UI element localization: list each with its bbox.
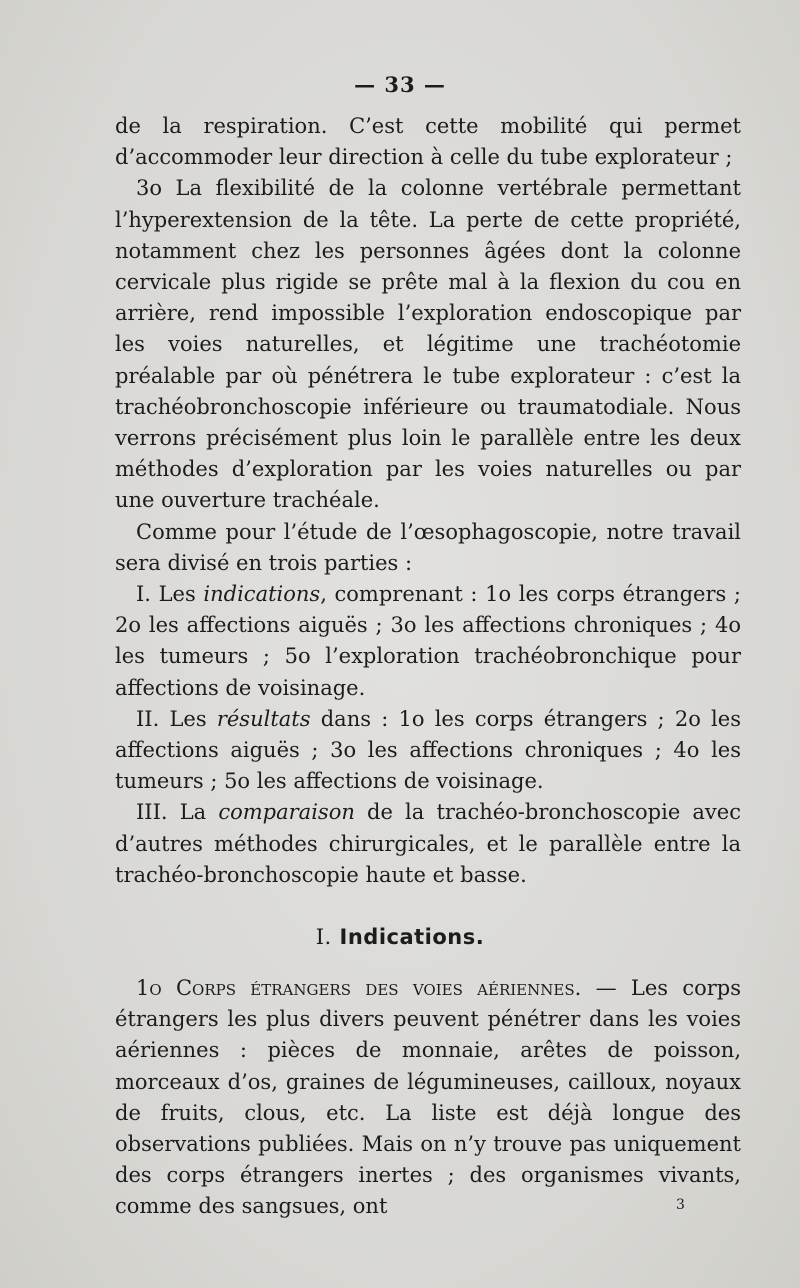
part-two-text: dans : 1o les corps étrangers ; 2o les affections aiguës ; 3o les affections chroniques ; 4o les tumeurs ; 5o les affections de voisinage. bbox=[115, 706, 741, 794]
part-three-lead: III. La bbox=[136, 800, 219, 825]
part-two-keyword: résultats bbox=[216, 706, 311, 731]
section-heading-number: I. bbox=[315, 925, 332, 949]
part-one-paragraph bbox=[115, 579, 741, 704]
section-heading bbox=[0, 925, 800, 949]
foreign-bodies-lead: 1o Corps étrangers des voies aériennes. bbox=[136, 976, 582, 1000]
page-number: — 33 — bbox=[354, 72, 446, 97]
part-two-lead: II. Les bbox=[136, 706, 217, 731]
paragraph-division: Comme pour l’étude de l’œsophagoscopie, notre travail sera divisé en trois parties : bbox=[115, 519, 741, 575]
part-three-text: de la trachéo-bronchoscopie avec d’autres méthodes chirurgicales, et le parallèle entre la trachéo-bronchoscopie haute et basse. bbox=[115, 800, 741, 887]
foreign-bodies-text: — Les corps étrangers les plus divers peuvent pénétrer dans les voies aériennes : pièces de monnaie, arêtes de poisson, morceaux d’os, graines de légumineuses, cailloux, noyaux de fruits, clous, etc. La liste est déjà longue des observations publiées. Mais on n’y trouve pas uniquement des corps étrangers inertes ; des organismes vivants, comme des sangsues, ont bbox=[115, 976, 741, 1219]
part-one-text: , comprenant : 1o les corps étrangers ; 2o les affections aiguës ; 3o les affections chroniques ; 4o les tumeurs ; 5o l’exploration trachéobronchique pour affections de voisinage. bbox=[115, 582, 741, 700]
part-one-keyword: indications bbox=[203, 582, 321, 607]
part-three-paragraph bbox=[115, 797, 741, 891]
paragraph-foreign-bodies bbox=[115, 973, 741, 1223]
part-one-lead: I. Les bbox=[136, 582, 204, 607]
paragraph-flexibility: 3o La flexibilité de la colonne vertébrale permettant l’hyperextension de la tête. La perte de cette propriété, notamment chez les personnes âgées dont la colonne cervicale plus rigide se prête mal à la flexion du cou en arrière, rend impossible l’exploration endoscopique par les voies naturelles, et légitime une trachéotomie préalable par où pénétrera le tube explorateur : c’est la trachéobronchoscopie inférieure ou traumatodiale. Nous verrons précisément plus loin le parallèle entre les deux méthodes d’exploration par les voies naturelles ou par une ouverture trachéale. bbox=[115, 176, 741, 513]
part-two-paragraph bbox=[115, 704, 741, 798]
section-heading-title: Indications. bbox=[339, 925, 485, 949]
body-text-top bbox=[115, 111, 741, 891]
paragraph-continuation: de la respiration. C’est cette mobilité qui permet d’accommoder leur direction à celle du tube explorateur ; bbox=[115, 114, 741, 170]
part-three-keyword: comparaison bbox=[218, 800, 355, 825]
signature-mark: 3 bbox=[676, 1197, 685, 1213]
body-text-bottom bbox=[115, 973, 741, 1223]
